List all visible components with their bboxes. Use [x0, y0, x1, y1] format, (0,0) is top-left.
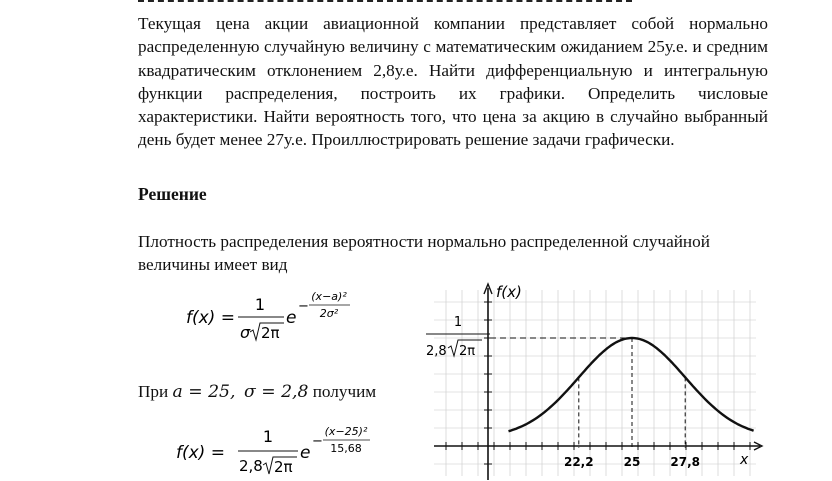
formula1-lhs: f(x) =: [186, 308, 235, 328]
peak-label-sqrt-arg: 2π: [459, 344, 476, 359]
formula2-exp-denominator: 15,68: [330, 442, 362, 455]
density-formula-specific: [176, 424, 406, 481]
tick-label-25: 25: [623, 455, 641, 469]
formula1-e: e: [286, 308, 297, 328]
tick-label-22-2: 22,2: [563, 455, 594, 469]
params-sigma: σ = 2,8: [244, 382, 309, 402]
formula2-e: e: [300, 443, 311, 463]
formula2-coef: 2,8: [239, 457, 263, 475]
formula1-numerator: 1: [254, 295, 266, 314]
params-line: [138, 382, 376, 402]
params-a: a = 25,: [172, 382, 236, 402]
peak-label-numerator: 1: [453, 315, 463, 330]
formula2-sqrt-arg: 2π: [274, 458, 293, 476]
left-margin: [0, 0, 118, 481]
formula2-numerator: 1: [262, 427, 274, 446]
problem-statement: Текущая цена акции авиационной компании представляет собой нормально распределенную случайную величину с математическим ожиданием 25у.е. и средним квадратическим отклонением 2,8у.е. Найти дифференциальную и интегральную функции распределения, построить их графики. Определить числовые характеристики. Найти вероятность того, что цена за акцию в случайно выбранный день будет менее 27у.е. Проиллюстрировать решение задачи графически.: [138, 14, 768, 150]
formula1-sqrt-arg: 2π: [261, 324, 280, 342]
solution-heading: Решение: [138, 184, 207, 204]
tick-label-27-8: 27,8: [670, 455, 701, 469]
peak-label-coef: 2,8: [426, 344, 447, 359]
normal-density-chart: [420, 280, 770, 480]
formula1-sigma: σ: [240, 323, 251, 342]
formula1-exp-denominator: 2σ²: [319, 307, 339, 320]
params-suffix: получим: [308, 382, 377, 401]
density-intro: Плотность распределения вероятности нормально распределенной случайной величины имеет вид: [138, 232, 710, 274]
separator-line: [138, 0, 632, 8]
density-curve: [509, 338, 754, 431]
density-formula-general: [186, 288, 386, 346]
params-prefix: При: [138, 382, 173, 401]
x-axis-label: x: [740, 452, 749, 468]
formula1-exp-minus: −: [298, 299, 309, 314]
formula2-lhs: f(x) =: [176, 443, 225, 463]
y-axis-label: f(x): [496, 283, 522, 301]
formula2-exp-minus: −: [312, 434, 323, 449]
formula1-exp-numerator: (x−a)²: [311, 290, 347, 303]
formula2-exp-numerator: (x−25)²: [324, 425, 368, 438]
chart-grid: [434, 290, 756, 476]
